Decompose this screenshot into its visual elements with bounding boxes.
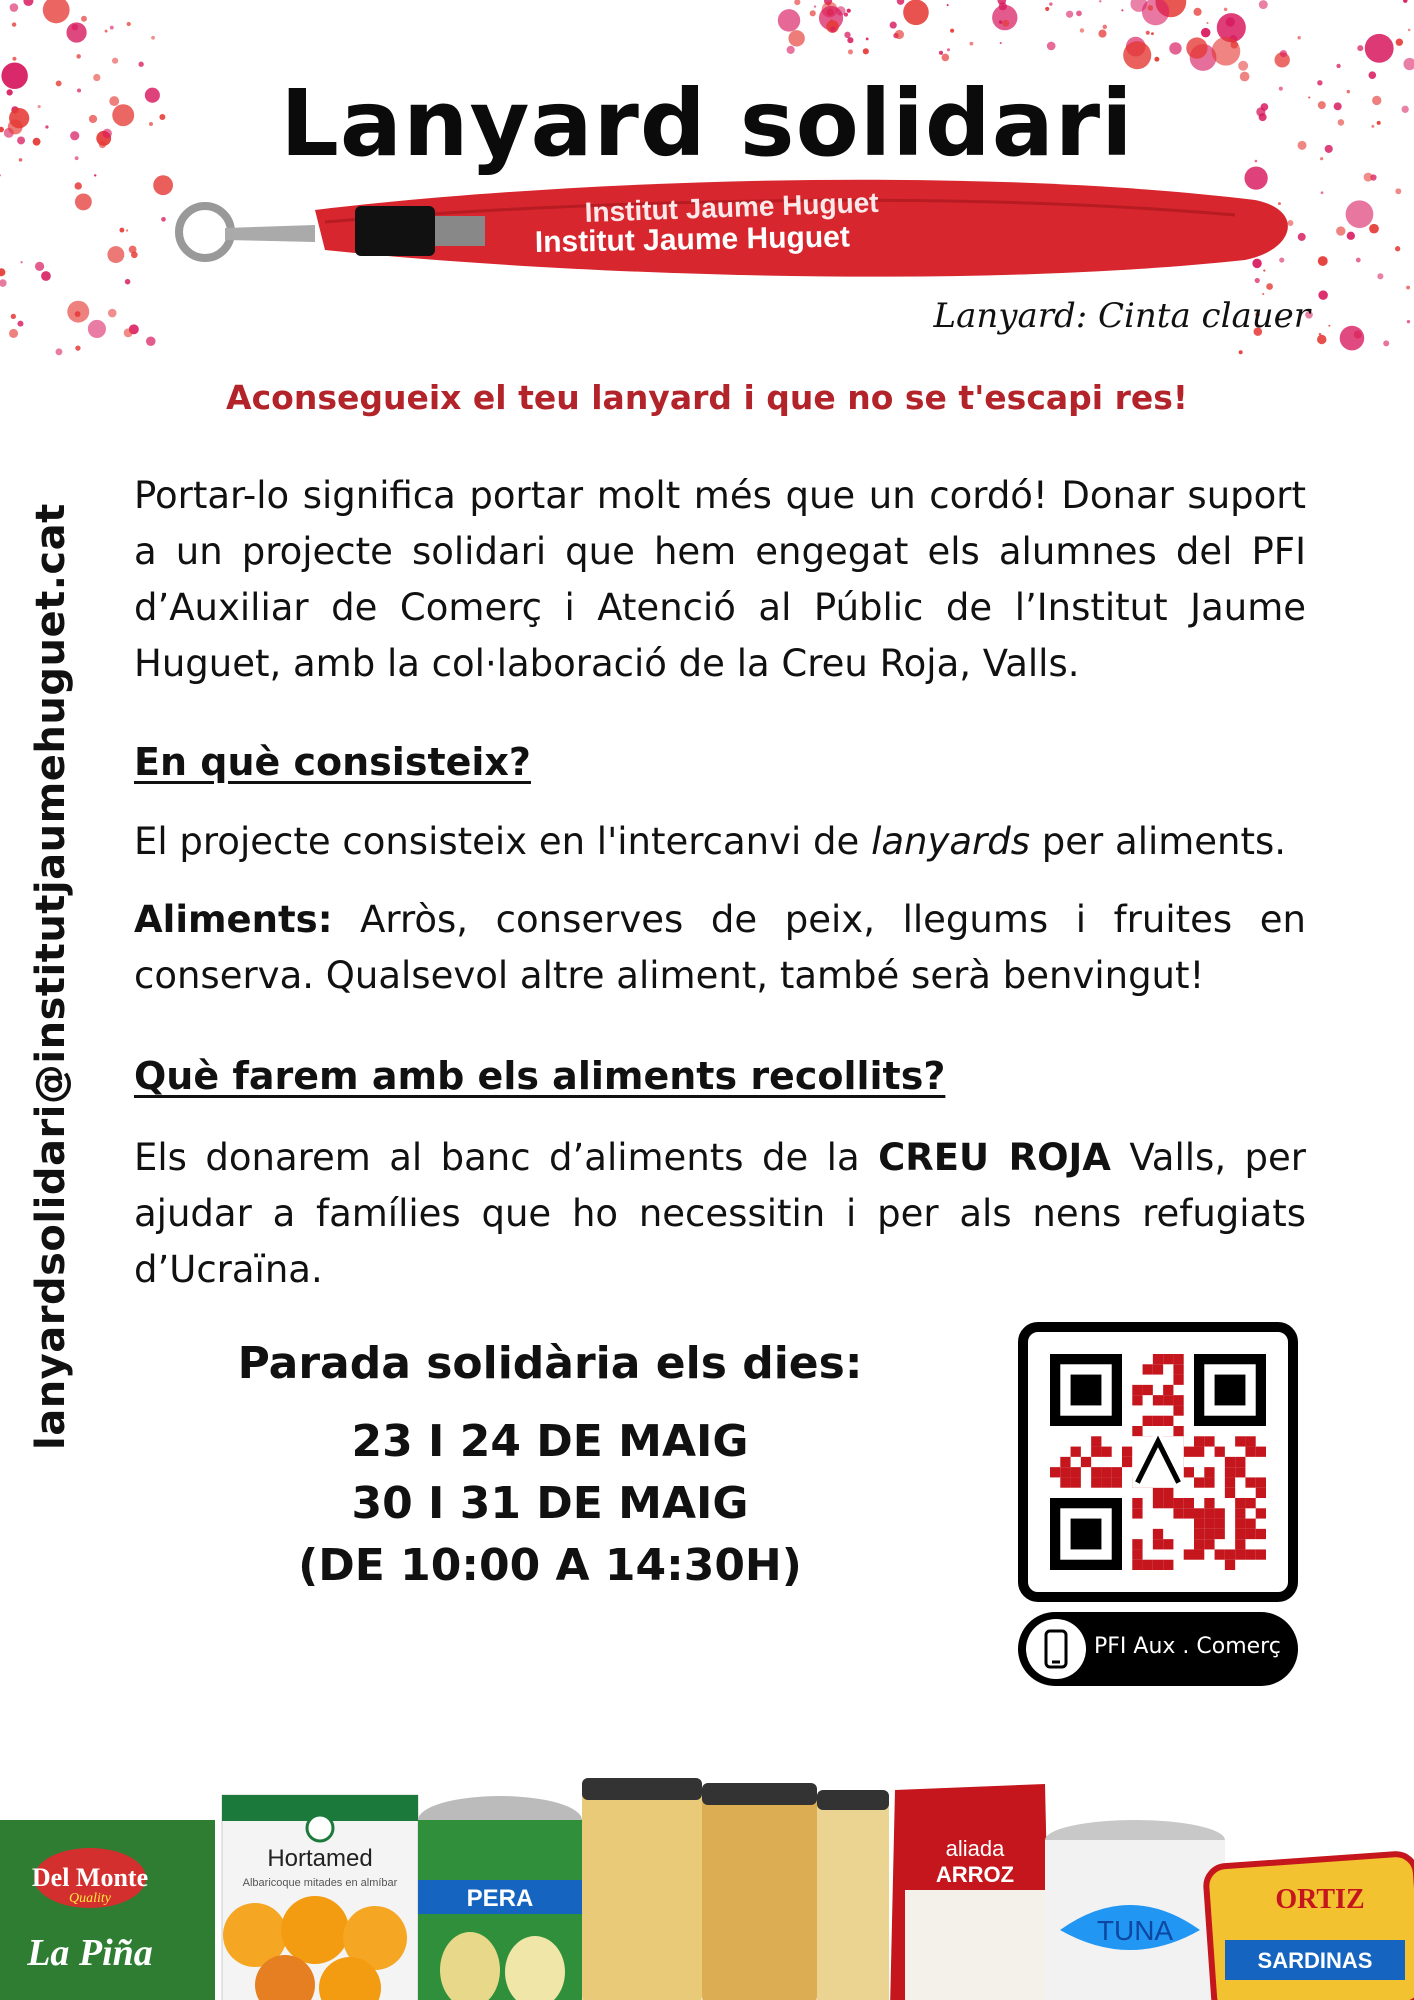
svg-text:TUNA: TUNA bbox=[1096, 1915, 1174, 1946]
intro-paragraph: Portar-lo significa portar molt més que un cordó! Donar suport a un projecte solidari que hem engegat els alumnes del PFI d’Auxiliar de Comerç i Atenció al Públic de l’Institut Jaume Huguet, amb la col·laboració de la Creu Roja, Valls. bbox=[134, 474, 1306, 685]
svg-text:PERA: PERA bbox=[466, 1885, 534, 1912]
pineapple-can bbox=[0, 1820, 215, 2000]
chickpea-jars bbox=[582, 1778, 889, 2000]
svg-text:SARDINAS: SARDINAS bbox=[1257, 1948, 1373, 1973]
lanyard-caption: Lanyard: Cinta clauer bbox=[933, 296, 1310, 336]
svg-text:aliada: aliada bbox=[945, 1836, 1005, 1861]
stall-title: Parada solidària els dies: bbox=[237, 1338, 863, 1389]
qr-code-pattern bbox=[1050, 1354, 1266, 1570]
lanyard-print-back: Institut Jaume Huguet bbox=[584, 186, 880, 228]
foods-paragraph: Aliments: Arròs, conserves de peix, llegums i fruites en conserva. Qualsevol altre aliment, també serà benvingut! bbox=[134, 898, 1306, 997]
svg-text:Albaricoque mitades en almíbar: Albaricoque mitades en almíbar bbox=[242, 1877, 398, 1889]
contact-email: lanyardsolidari@institutjaumehuguet.cat bbox=[28, 503, 74, 1450]
section-heading-use: Què farem amb els aliments recollits? bbox=[134, 1054, 946, 1098]
rice-bag bbox=[890, 1784, 1050, 2000]
project-description: El projecte consisteix en l'intercanvi de lanyards per aliments. bbox=[134, 820, 1287, 863]
svg-text:ARROZ: ARROZ bbox=[935, 1862, 1015, 1887]
qr-label: PFI Aux . Comerç bbox=[1094, 1634, 1281, 1659]
donation-paragraph: Els donarem al banc d’aliments de la CREU ROJA Valls, per ajudar a famílies que ho necessitin i per als nens refugiats d’Ucraïna. bbox=[134, 1136, 1306, 1291]
stall-date: 23 I 24 DE MAIG bbox=[351, 1416, 749, 1467]
stall-date: 30 I 31 DE MAIG bbox=[351, 1478, 749, 1529]
tuna-can bbox=[1045, 1820, 1225, 2000]
lanyard-illustration bbox=[165, 170, 1295, 310]
lanyard-print: Institut Jaume Huguet bbox=[534, 220, 851, 259]
svg-text:Hortamed: Hortamed bbox=[267, 1845, 373, 1872]
key-ring-icon bbox=[179, 206, 231, 258]
buckle-icon bbox=[355, 206, 435, 256]
pear-can bbox=[418, 1796, 582, 2000]
svg-text:Quality: Quality bbox=[69, 1891, 111, 1906]
tagline: Aconsegueix el teu lanyard i que no se t'escapi res! bbox=[226, 378, 1188, 417]
svg-text:ORTIZ: ORTIZ bbox=[1275, 1884, 1365, 1915]
svg-text:Del Monte: Del Monte bbox=[31, 1863, 149, 1892]
qr-code[interactable] bbox=[1018, 1322, 1298, 1602]
page-title: Lanyard solidari bbox=[280, 70, 1134, 177]
food-products-illustration bbox=[0, 1760, 1414, 2000]
section-heading-what: En què consisteix? bbox=[134, 740, 531, 784]
stall-hours: (DE 10:00 A 14:30H) bbox=[298, 1540, 802, 1591]
phone-icon bbox=[1026, 1619, 1086, 1679]
svg-text:La Piña: La Piña bbox=[27, 1932, 153, 1974]
sardine-tin bbox=[1205, 1853, 1414, 2000]
apricot-can bbox=[222, 1795, 418, 2000]
